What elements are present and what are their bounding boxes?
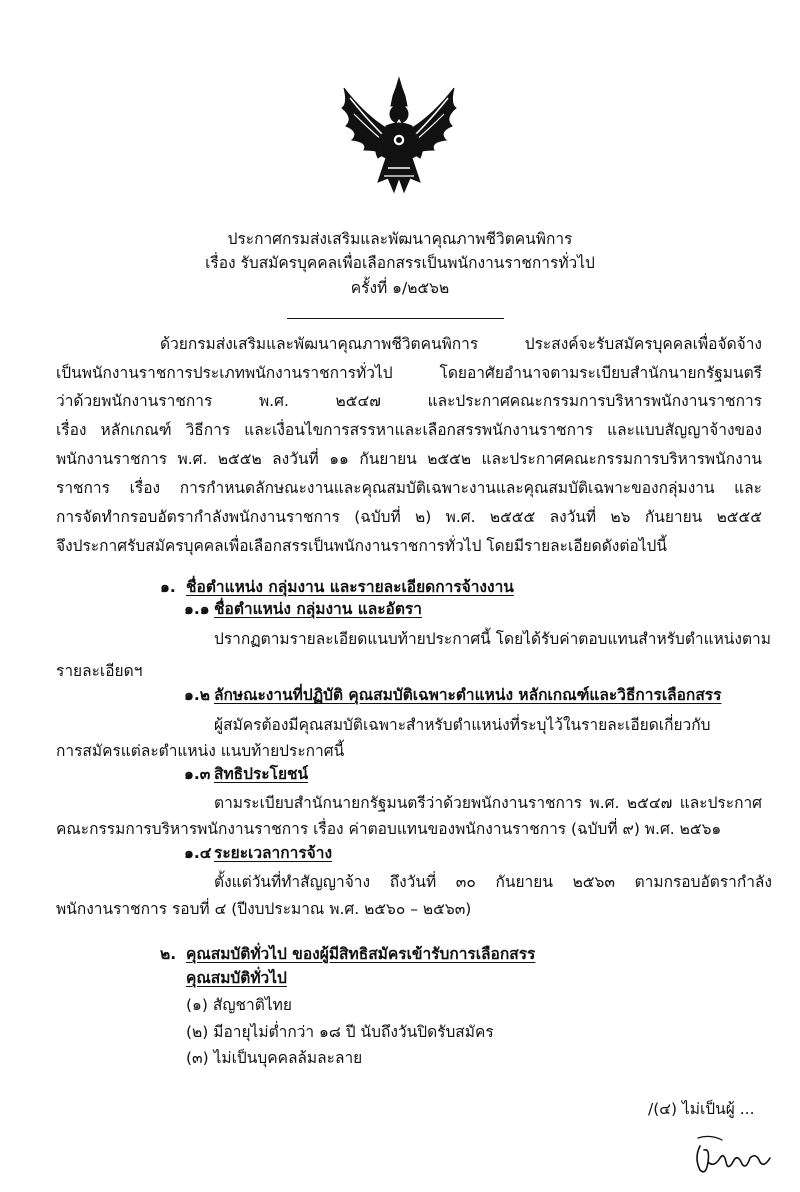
section-2-heading: คุณสมบัติทั่วไป ของผู้มีสิทธิสมัครเข้ารับการเลือกสรร bbox=[186, 945, 536, 963]
intro-line: เป็นพนักงานราชการประเภทพนักงานราชการทั่วไป โดยอาศัยอำนาจตามระเบียบสำนักนายกรัฐมนตรี bbox=[56, 364, 762, 382]
section-1-4-text: ตั้งแต่วันที่ทำสัญญาจ้าง ถึงวันที่ ๓๐ กันยายน ๒๕๖๓ ตามกรอบอัตรากำลัง bbox=[214, 873, 772, 891]
garuda-emblem-icon bbox=[338, 74, 460, 200]
section-1-3-heading: สิทธิประโยชน์ bbox=[214, 765, 309, 783]
section-1-4-heading: ระยะเวลาการจ้าง bbox=[214, 844, 333, 862]
section-1-1-text: ปรากฏตามรายละเอียดแนบท้ายประกาศนี้ โดยได้รับค่าตอบแทนสำหรับตำแหน่งตาม bbox=[214, 630, 771, 648]
list-item: (๓) ไม่เป็นบุคคลล้มละลาย bbox=[186, 1049, 363, 1067]
section-1-3-text: คณะกรรมการบริหารพนักงานราชการ เรื่อง ค่าตอบแทนของพนักงานราชการ (ฉบับที่ ๙) พ.ศ. ๒๕๖๑ bbox=[56, 820, 722, 838]
announcement-title: ประกาศกรมส่งเสริมและพัฒนาคุณภาพชีวิตคนพิการ bbox=[227, 230, 573, 248]
section-1-1-heading: ชื่อตำแหน่ง กลุ่มงาน และอัตรา bbox=[214, 600, 422, 618]
section-1-heading: ชื่อตำแหน่ง กลุ่มงาน และรายละเอียดการจ้างงาน bbox=[186, 578, 514, 596]
section-1-4-number: ๑.๔ bbox=[184, 844, 212, 862]
section-2-number: ๒. bbox=[160, 945, 177, 963]
intro-line: ด้วยกรมส่งเสริมและพัฒนาคุณภาพชีวิตคนพิการ ประสงค์จะรับสมัครบุคคลเพื่อจัดจ้าง bbox=[160, 335, 762, 353]
section-2-subheading: คุณสมบัติทั่วไป bbox=[186, 969, 287, 987]
section-1-3-text: ตามระเบียบสำนักนายกรัฐมนตรีว่าด้วยพนักงานราชการ พ.ศ. ๒๕๔๗ และประกาศ bbox=[214, 794, 762, 812]
list-item: (๑) สัญชาติไทย bbox=[186, 996, 292, 1014]
intro-line: ราชการ เรื่อง การกำหนดลักษณะงานและคุณสมบัติเฉพาะงานและคุณสมบัติเฉพาะของกลุ่มงาน และ bbox=[56, 479, 762, 497]
page-continuation: /(๔) ไม่เป็นผู้ ... bbox=[648, 1100, 755, 1118]
section-1-3-number: ๑.๓ bbox=[184, 765, 211, 783]
intro-line: การจัดทำกรอบอัตรากำลังพนักงานราชการ (ฉบับที่ ๒) พ.ศ. ๒๕๕๕ ลงวันที่ ๒๖ กันยายน ๒๕๕๕ bbox=[56, 508, 762, 526]
announcement-subject: เรื่อง รับสมัครบุคคลเพื่อเลือกสรรเป็นพนักงานราชการทั่วไป bbox=[205, 254, 595, 272]
section-1-2-heading: ลักษณะงานที่ปฏิบัติ คุณสมบัติเฉพาะตำแหน่ง หลักเกณฑ์และวิธีการเลือกสรร bbox=[214, 686, 722, 704]
section-1-2-text: ผู้สมัครต้องมีคุณสมบัติเฉพาะสำหรับตำแหน่งที่ระบุไว้ในรายละเอียดเกี่ยวกับ bbox=[214, 716, 711, 734]
intro-line: จึงประกาศรับสมัครบุคคลเพื่อเลือกสรรเป็นพนักงานราชการทั่วไป โดยมีรายละเอียดดังต่อไปนี้ bbox=[56, 537, 667, 555]
section-1-1-number: ๑.๑ bbox=[184, 600, 210, 618]
intro-line: ว่าด้วยพนักงานราชการ พ.ศ. ๒๕๔๗ และประกาศคณะกรรมการบริหารพนักงานราชการ bbox=[56, 392, 762, 410]
list-item: (๒) มีอายุไม่ต่ำกว่า ๑๘ ปี นับถึงวันปิดรับสมัคร bbox=[186, 1023, 494, 1041]
intro-line: พนักงานราชการ พ.ศ. ๒๕๕๒ ลงวันที่ ๑๑ กันยายน ๒๕๕๒ และประกาศคณะกรรมการบริหารพนักงาน bbox=[56, 450, 762, 468]
section-1-2-number: ๑.๒ bbox=[184, 686, 210, 704]
section-1-number: ๑. bbox=[160, 578, 176, 596]
section-1-2-text: การสมัครแต่ละตำแหน่ง แนบท้ายประกาศนี้ bbox=[56, 742, 345, 760]
header-divider bbox=[287, 318, 504, 319]
section-1-4-text: พนักงานราชการ รอบที่ ๔ (ปีงบประมาณ พ.ศ. ๒๕๖๐ – ๒๕๖๓) bbox=[56, 900, 472, 918]
section-1-1-text: รายละเอียดฯ bbox=[56, 662, 143, 680]
signature-image bbox=[690, 1128, 774, 1180]
announcement-number: ครั้งที่ ๑/๒๕๖๒ bbox=[350, 279, 450, 297]
intro-line: เรื่อง หลักเกณฑ์ วิธีการ และเงื่อนไขการสรรหาและเลือกสรรพนักงานราชการ และแบบสัญญาจ้างของ bbox=[56, 421, 762, 439]
